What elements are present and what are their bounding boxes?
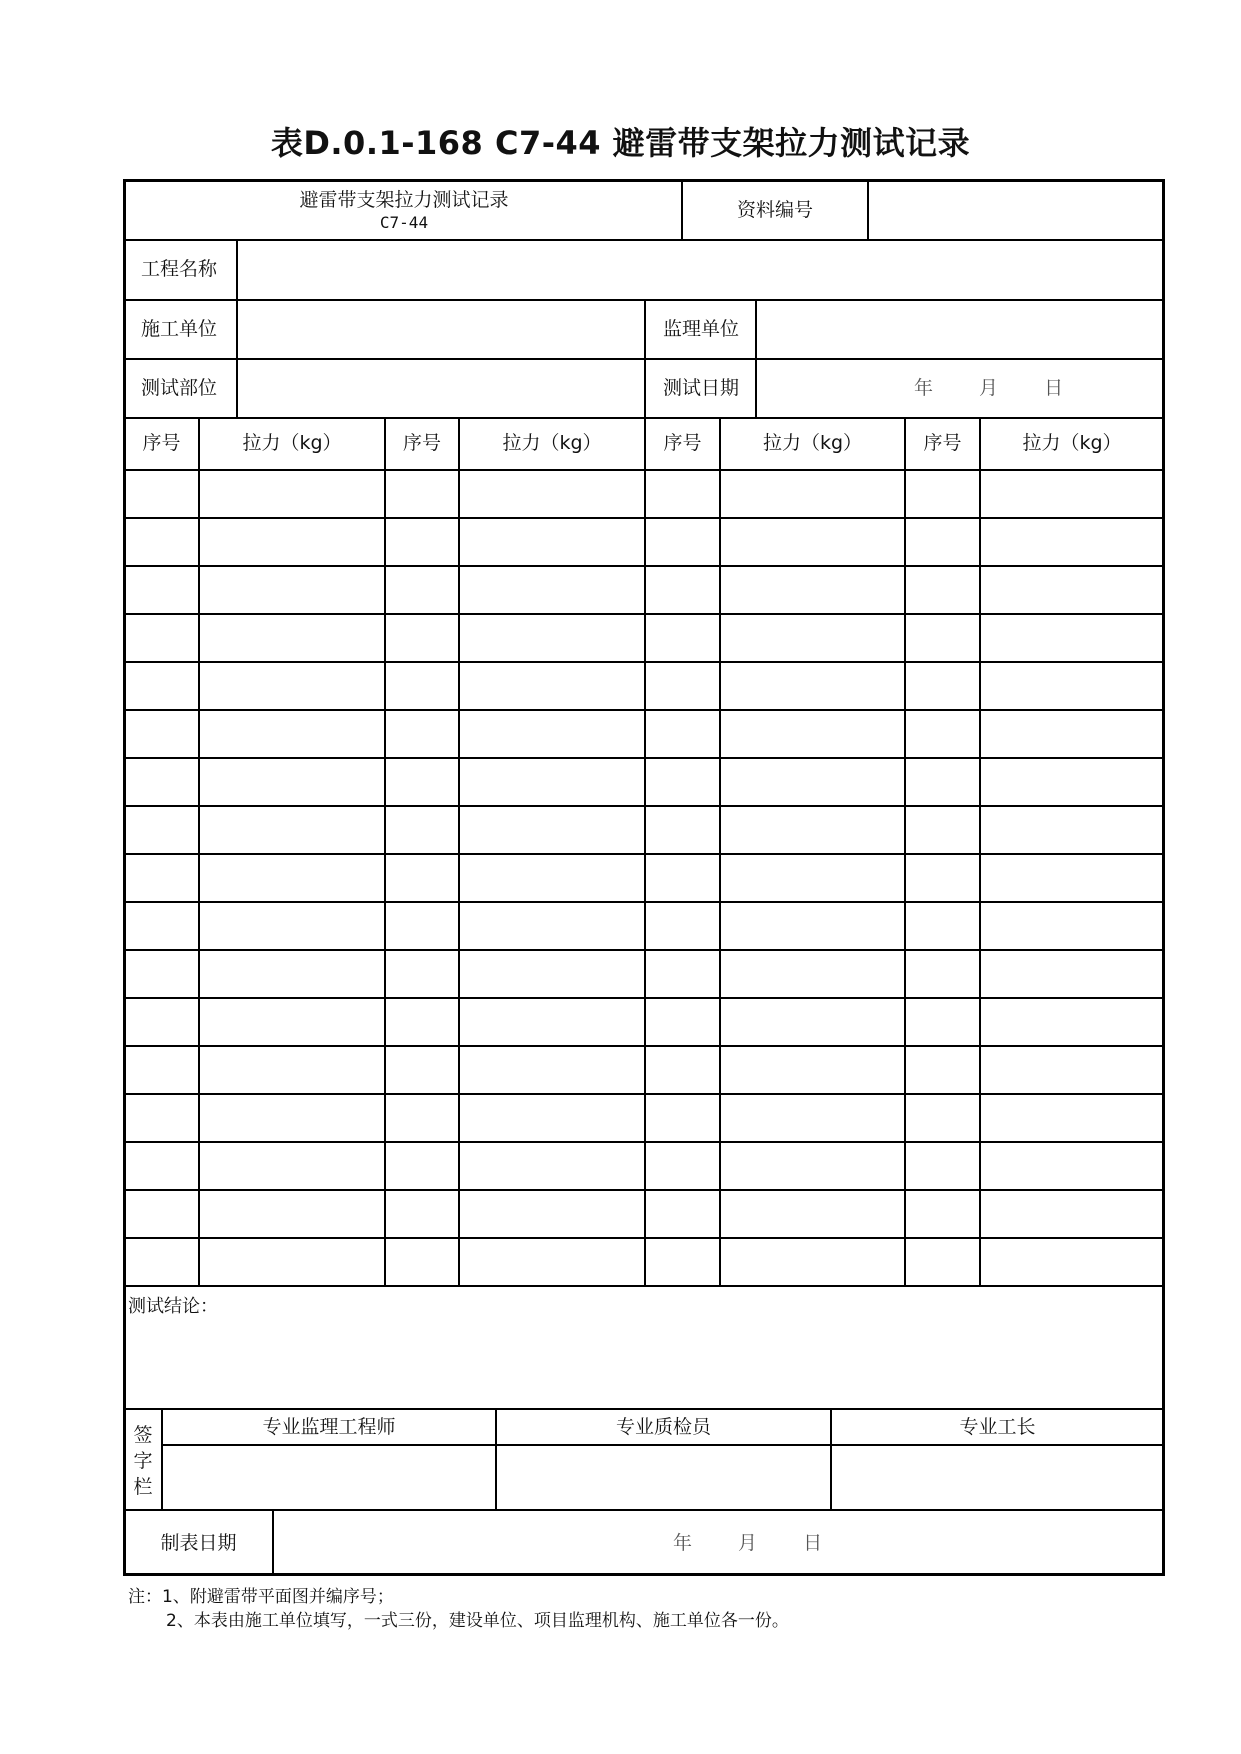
force-cell[interactable] bbox=[981, 855, 1161, 901]
force-cell[interactable] bbox=[981, 1143, 1161, 1189]
seq-cell[interactable] bbox=[646, 471, 719, 517]
force-cell[interactable] bbox=[460, 855, 644, 901]
seq-cell[interactable] bbox=[906, 1239, 979, 1285]
force-cell[interactable] bbox=[721, 855, 904, 901]
seq-cell[interactable] bbox=[125, 615, 198, 661]
force-cell[interactable] bbox=[200, 711, 384, 757]
seq-cell[interactable] bbox=[125, 519, 198, 565]
force-cell[interactable] bbox=[721, 663, 904, 709]
force-cell[interactable] bbox=[981, 951, 1161, 997]
seq-cell[interactable] bbox=[646, 855, 719, 901]
force-cell[interactable] bbox=[981, 519, 1161, 565]
force-cell[interactable] bbox=[460, 807, 644, 853]
sign-label-char: 字 bbox=[133, 1450, 153, 1472]
seq-cell[interactable] bbox=[125, 999, 198, 1045]
seq-cell[interactable] bbox=[125, 567, 198, 613]
conclusion-label: 测试结论： bbox=[128, 1296, 218, 1317]
seq-cell[interactable] bbox=[386, 1095, 458, 1141]
constructor-field[interactable] bbox=[238, 301, 644, 358]
force-cell[interactable] bbox=[981, 1095, 1161, 1141]
test-date-field[interactable]: 年 月 日 bbox=[914, 377, 1084, 399]
force-cell[interactable] bbox=[200, 1047, 384, 1093]
force-cell[interactable] bbox=[981, 615, 1161, 661]
force-cell[interactable] bbox=[460, 663, 644, 709]
note-line-2: 2、本表由施工单位填写，一式三份，建设单位、项目监理机构、施工单位各一份。 bbox=[166, 1611, 789, 1631]
force-cell[interactable] bbox=[200, 951, 384, 997]
seq-cell[interactable] bbox=[906, 951, 979, 997]
seq-cell[interactable] bbox=[906, 855, 979, 901]
force-cell[interactable] bbox=[721, 999, 904, 1045]
seq-cell[interactable] bbox=[386, 663, 458, 709]
role-supervising-engineer: 专业监理工程师 bbox=[262, 1416, 396, 1438]
seq-cell[interactable] bbox=[386, 951, 458, 997]
seq-cell[interactable] bbox=[125, 711, 198, 757]
row-divider bbox=[125, 1408, 1163, 1410]
form-name: 避雷带支架拉力测试记录 bbox=[299, 189, 509, 211]
seq-cell[interactable] bbox=[386, 855, 458, 901]
force-cell[interactable] bbox=[721, 951, 904, 997]
seq-cell[interactable] bbox=[125, 951, 198, 997]
force-cell[interactable] bbox=[981, 903, 1161, 949]
seq-cell[interactable] bbox=[125, 807, 198, 853]
force-cell[interactable] bbox=[460, 471, 644, 517]
seq-cell[interactable] bbox=[386, 519, 458, 565]
seq-cell[interactable] bbox=[906, 903, 979, 949]
col-divider bbox=[198, 417, 200, 1285]
seq-cell[interactable] bbox=[906, 759, 979, 805]
seq-cell[interactable] bbox=[386, 1143, 458, 1189]
seq-cell[interactable] bbox=[906, 567, 979, 613]
force-cell[interactable] bbox=[460, 951, 644, 997]
seq-cell[interactable] bbox=[906, 807, 979, 853]
signature-field[interactable] bbox=[163, 1446, 495, 1509]
seq-cell[interactable] bbox=[125, 1191, 198, 1237]
sign-label-char: 栏 bbox=[133, 1476, 153, 1498]
seq-cell[interactable] bbox=[125, 903, 198, 949]
col-divider bbox=[644, 417, 646, 1285]
force-cell[interactable] bbox=[200, 759, 384, 805]
doc-no-field[interactable] bbox=[869, 181, 1163, 239]
role-foreman: 专业工长 bbox=[959, 1416, 1036, 1438]
seq-cell[interactable] bbox=[906, 471, 979, 517]
constructor-label: 施工单位 bbox=[141, 318, 218, 340]
force-cell[interactable] bbox=[200, 1143, 384, 1189]
force-cell[interactable] bbox=[981, 711, 1161, 757]
force-cell[interactable] bbox=[721, 567, 904, 613]
force-cell[interactable] bbox=[200, 1191, 384, 1237]
seq-cell[interactable] bbox=[386, 759, 458, 805]
seq-cell[interactable] bbox=[646, 807, 719, 853]
supervisor-label: 监理单位 bbox=[663, 318, 740, 340]
force-cell[interactable] bbox=[721, 615, 904, 661]
col-divider bbox=[458, 417, 460, 1285]
seq-cell[interactable] bbox=[646, 615, 719, 661]
seq-cell[interactable] bbox=[646, 1047, 719, 1093]
seq-cell[interactable] bbox=[125, 663, 198, 709]
col-header-seq: 序号 bbox=[142, 432, 181, 454]
col-header-force: 拉力（kg） bbox=[502, 432, 602, 454]
force-cell[interactable] bbox=[200, 471, 384, 517]
seq-cell[interactable] bbox=[386, 807, 458, 853]
force-cell[interactable] bbox=[981, 759, 1161, 805]
force-cell[interactable] bbox=[721, 1191, 904, 1237]
col-header-seq: 序号 bbox=[923, 432, 962, 454]
seq-cell[interactable] bbox=[386, 711, 458, 757]
force-cell[interactable] bbox=[200, 615, 384, 661]
seq-cell[interactable] bbox=[646, 519, 719, 565]
force-cell[interactable] bbox=[200, 807, 384, 853]
doc-no-label: 资料编号 bbox=[736, 199, 813, 221]
row-divider bbox=[125, 1509, 1163, 1511]
table-date-field[interactable]: 年 月 日 bbox=[673, 1532, 843, 1554]
seq-cell[interactable] bbox=[386, 903, 458, 949]
seq-cell[interactable] bbox=[386, 999, 458, 1045]
force-cell[interactable] bbox=[721, 1047, 904, 1093]
force-cell[interactable] bbox=[200, 1239, 384, 1285]
force-cell[interactable] bbox=[200, 999, 384, 1045]
col-divider bbox=[719, 417, 721, 1285]
seq-cell[interactable] bbox=[386, 1191, 458, 1237]
seq-cell[interactable] bbox=[125, 471, 198, 517]
force-cell[interactable] bbox=[460, 759, 644, 805]
seq-cell[interactable] bbox=[906, 519, 979, 565]
seq-cell[interactable] bbox=[125, 855, 198, 901]
signature-field[interactable] bbox=[497, 1446, 830, 1509]
seq-cell[interactable] bbox=[386, 1239, 458, 1285]
date-label: 测试日期 bbox=[663, 377, 740, 399]
seq-cell[interactable] bbox=[125, 1047, 198, 1093]
seq-cell[interactable] bbox=[646, 1143, 719, 1189]
seq-cell[interactable] bbox=[125, 1143, 198, 1189]
seq-cell[interactable] bbox=[125, 759, 198, 805]
seq-cell[interactable] bbox=[125, 1095, 198, 1141]
force-cell[interactable] bbox=[981, 1047, 1161, 1093]
seq-cell[interactable] bbox=[646, 759, 719, 805]
seq-cell[interactable] bbox=[646, 1095, 719, 1141]
force-cell[interactable] bbox=[200, 1095, 384, 1141]
seq-cell[interactable] bbox=[906, 1047, 979, 1093]
force-cell[interactable] bbox=[460, 1095, 644, 1141]
force-cell[interactable] bbox=[200, 567, 384, 613]
project-label: 工程名称 bbox=[141, 258, 218, 280]
force-cell[interactable] bbox=[200, 855, 384, 901]
location-label: 测试部位 bbox=[141, 377, 218, 399]
seq-cell[interactable] bbox=[646, 903, 719, 949]
force-cell[interactable] bbox=[721, 759, 904, 805]
signature-field[interactable] bbox=[832, 1446, 1163, 1509]
seq-cell[interactable] bbox=[646, 951, 719, 997]
force-cell[interactable] bbox=[721, 711, 904, 757]
col-header-force: 拉力（kg） bbox=[242, 432, 342, 454]
seq-cell[interactable] bbox=[386, 1047, 458, 1093]
force-cell[interactable] bbox=[200, 519, 384, 565]
seq-cell[interactable] bbox=[386, 615, 458, 661]
col-divider bbox=[384, 417, 386, 1285]
force-cell[interactable] bbox=[721, 1239, 904, 1285]
seq-cell[interactable] bbox=[646, 999, 719, 1045]
seq-cell[interactable] bbox=[906, 1191, 979, 1237]
document-title: 表D.0.1-168 C7-44 避雷带支架拉力测试记录 bbox=[270, 124, 971, 162]
force-cell[interactable] bbox=[721, 471, 904, 517]
force-cell[interactable] bbox=[721, 903, 904, 949]
force-cell[interactable] bbox=[460, 615, 644, 661]
force-cell[interactable] bbox=[721, 1095, 904, 1141]
force-cell[interactable] bbox=[981, 1191, 1161, 1237]
col-divider bbox=[272, 1509, 274, 1575]
force-cell[interactable] bbox=[721, 519, 904, 565]
supervisor-field[interactable] bbox=[757, 301, 1163, 358]
force-cell[interactable] bbox=[721, 807, 904, 853]
col-header-force: 拉力（kg） bbox=[1022, 432, 1122, 454]
force-cell[interactable] bbox=[460, 1239, 644, 1285]
force-cell[interactable] bbox=[460, 711, 644, 757]
col-divider bbox=[904, 417, 906, 1285]
location-field[interactable] bbox=[238, 360, 644, 417]
seq-cell[interactable] bbox=[386, 567, 458, 613]
seq-cell[interactable] bbox=[125, 1239, 198, 1285]
seq-cell[interactable] bbox=[646, 711, 719, 757]
seq-cell[interactable] bbox=[906, 663, 979, 709]
project-field[interactable] bbox=[238, 241, 1163, 299]
force-cell[interactable] bbox=[981, 999, 1161, 1045]
force-cell[interactable] bbox=[981, 471, 1161, 517]
force-cell[interactable] bbox=[200, 903, 384, 949]
force-cell[interactable] bbox=[460, 1143, 644, 1189]
seq-cell[interactable] bbox=[646, 1191, 719, 1237]
force-cell[interactable] bbox=[460, 999, 644, 1045]
col-header-seq: 序号 bbox=[663, 432, 702, 454]
force-cell[interactable] bbox=[981, 1239, 1161, 1285]
force-cell[interactable] bbox=[460, 903, 644, 949]
seq-cell[interactable] bbox=[906, 1095, 979, 1141]
seq-cell[interactable] bbox=[906, 615, 979, 661]
col-divider bbox=[979, 417, 981, 1285]
force-cell[interactable] bbox=[981, 567, 1161, 613]
col-divider bbox=[644, 299, 646, 417]
force-cell[interactable] bbox=[460, 519, 644, 565]
form-code: C7-44 bbox=[379, 213, 429, 232]
seq-cell[interactable] bbox=[906, 999, 979, 1045]
seq-cell[interactable] bbox=[386, 471, 458, 517]
seq-cell[interactable] bbox=[646, 567, 719, 613]
col-header-seq: 序号 bbox=[402, 432, 441, 454]
force-cell[interactable] bbox=[721, 1143, 904, 1189]
force-cell[interactable] bbox=[460, 567, 644, 613]
note-line-1: 注：1、附避雷带平面图并编序号； bbox=[128, 1587, 394, 1607]
force-cell[interactable] bbox=[460, 1191, 644, 1237]
col-header-force: 拉力（kg） bbox=[762, 432, 863, 454]
force-cell[interactable] bbox=[981, 663, 1161, 709]
force-cell[interactable] bbox=[200, 663, 384, 709]
table-date-label: 制表日期 bbox=[160, 1532, 237, 1554]
seq-cell[interactable] bbox=[646, 1239, 719, 1285]
seq-cell[interactable] bbox=[906, 711, 979, 757]
role-quality-inspector: 专业质检员 bbox=[615, 1416, 711, 1438]
force-cell[interactable] bbox=[460, 1047, 644, 1093]
conclusion-field[interactable] bbox=[125, 1287, 1163, 1408]
sign-label-char: 签 bbox=[133, 1424, 153, 1446]
seq-cell[interactable] bbox=[906, 1143, 979, 1189]
force-cell[interactable] bbox=[981, 807, 1161, 853]
seq-cell[interactable] bbox=[646, 663, 719, 709]
